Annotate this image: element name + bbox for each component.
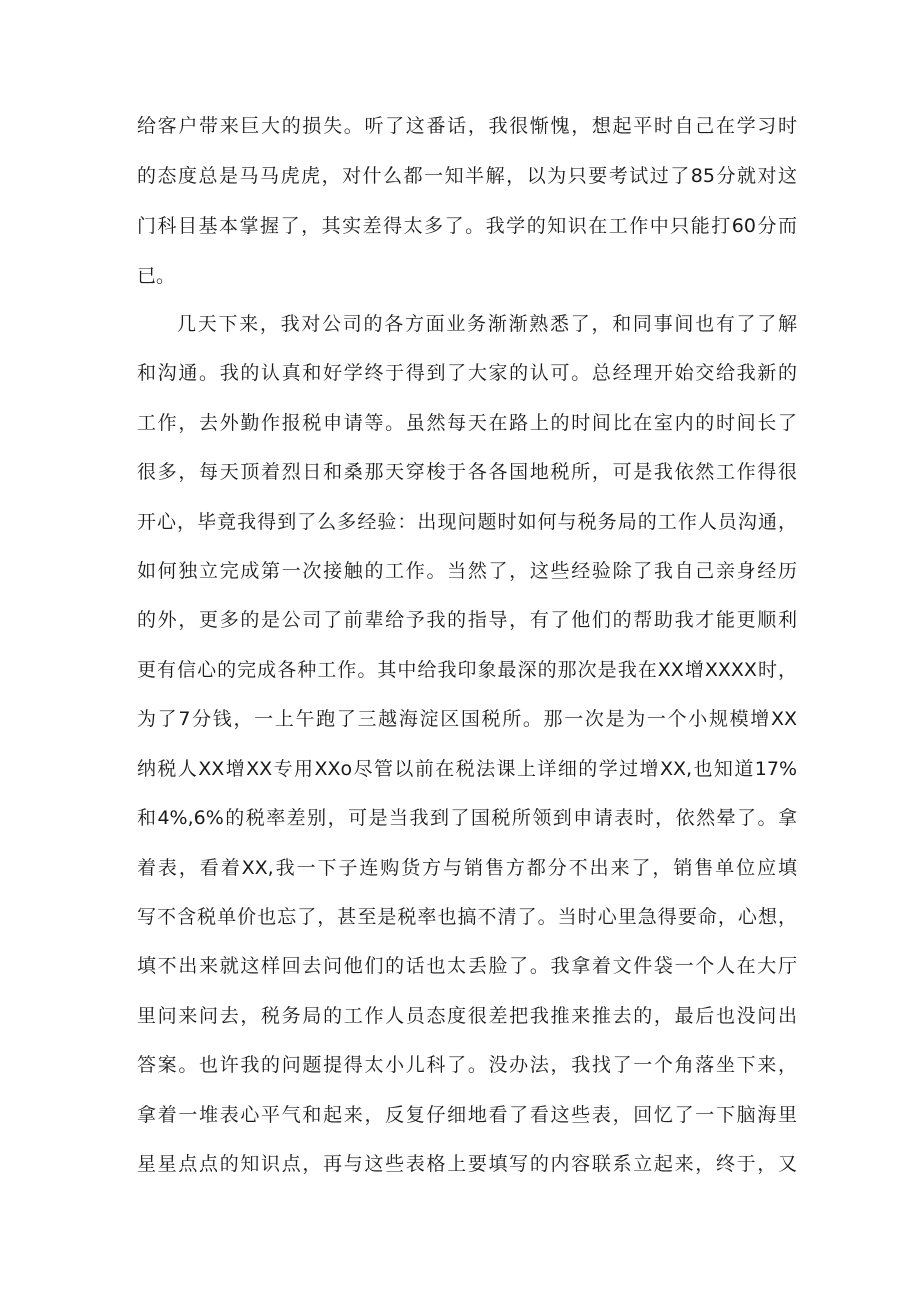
paragraph-2-line-12: 着表，看着XX,我一下子连购货方与销售方都分不出来了，销售单位应填 <box>137 857 797 879</box>
paragraph-2-line-6: 如何独立完成第一次接触的工作。当然了，这些经验除了我自己亲身经历 <box>137 560 797 582</box>
paragraph-2-line-4: 很多，每天顶着烈日和桑那天穿梭于各各国地税所，可是我依然工作得很 <box>137 461 797 483</box>
paragraph-2-line-1: 几天下来，我对公司的各方面业务渐渐熟悉了，和同事间也有了了解 <box>177 313 797 335</box>
paragraph-1-line-3: 门科目基本掌握了，其实差得太多了。我学的知识在工作中只能打60分而 <box>137 215 797 237</box>
paragraph-2-line-14: 填不出来就这样回去问他们的话也太丢脸了。我拿着文件袋一个人在大厅 <box>137 955 797 977</box>
paragraph-2-line-5: 开心，毕竟我得到了么多经验：出现问题时如何与税务局的工作人员沟通， <box>137 511 797 533</box>
paragraph-2-line-3: 工作，去外勤作报税申请等。虽然每天在路上的时间比在室内的时间长了 <box>137 412 797 434</box>
paragraph-2-line-8: 更有信心的完成各种工作。其中给我印象最深的那次是我在XX增XXXX时， <box>137 659 797 681</box>
paragraph-2-line-18: 星星点点的知识点，再与这些表格上要填写的内容联系立起来，终于，又 <box>137 1153 797 1175</box>
paragraph-2-line-17: 拿着一堆表心平气和起来，反复仔细地看了看这些表，回忆了一下脑海里 <box>137 1104 797 1126</box>
paragraph-2-line-13: 写不含税单价也忘了，甚至是税率也搞不清了。当时心里急得要命，心想， <box>137 906 797 928</box>
paragraph-2-line-11: 和4%,6%的税率差别，可是当我到了国税所领到申请表时，依然晕了。拿 <box>137 807 797 829</box>
paragraph-2-line-15: 里问来问去，税务局的工作人员态度很差把我推来推去的，最后也没问出 <box>137 1005 797 1027</box>
paragraph-2-line-7: 的外，更多的是公司了前辈给予我的指导，有了他们的帮助我才能更顺利 <box>137 609 797 631</box>
paragraph-2-line-16: 答案。也许我的问题提得太小儿科了。没办法，我找了一个角落坐下来， <box>137 1054 797 1076</box>
paragraph-2-line-10: 纳税人XX增XX专用XXo尽管以前在税法课上详细的学过增XX,也知道17% <box>137 758 797 780</box>
paragraph-2-line-9: 为了7分钱，一上午跑了三越海淀区国税所。那一次是为一个小规模增XX <box>137 708 797 730</box>
paragraph-1-line-1: 给客户带来巨大的损失。听了这番话，我很惭愧，想起平时自己在学习时 <box>137 115 797 137</box>
paragraph-1-line-4: 已。 <box>137 265 176 287</box>
paragraph-2-line-2: 和沟通。我的认真和好学终于得到了大家的认可。总经理开始交给我新的 <box>137 362 797 384</box>
paragraph-1-line-2: 的态度总是马马虎虎，对什么都一知半解，以为只要考试过了85分就对这 <box>137 165 797 187</box>
